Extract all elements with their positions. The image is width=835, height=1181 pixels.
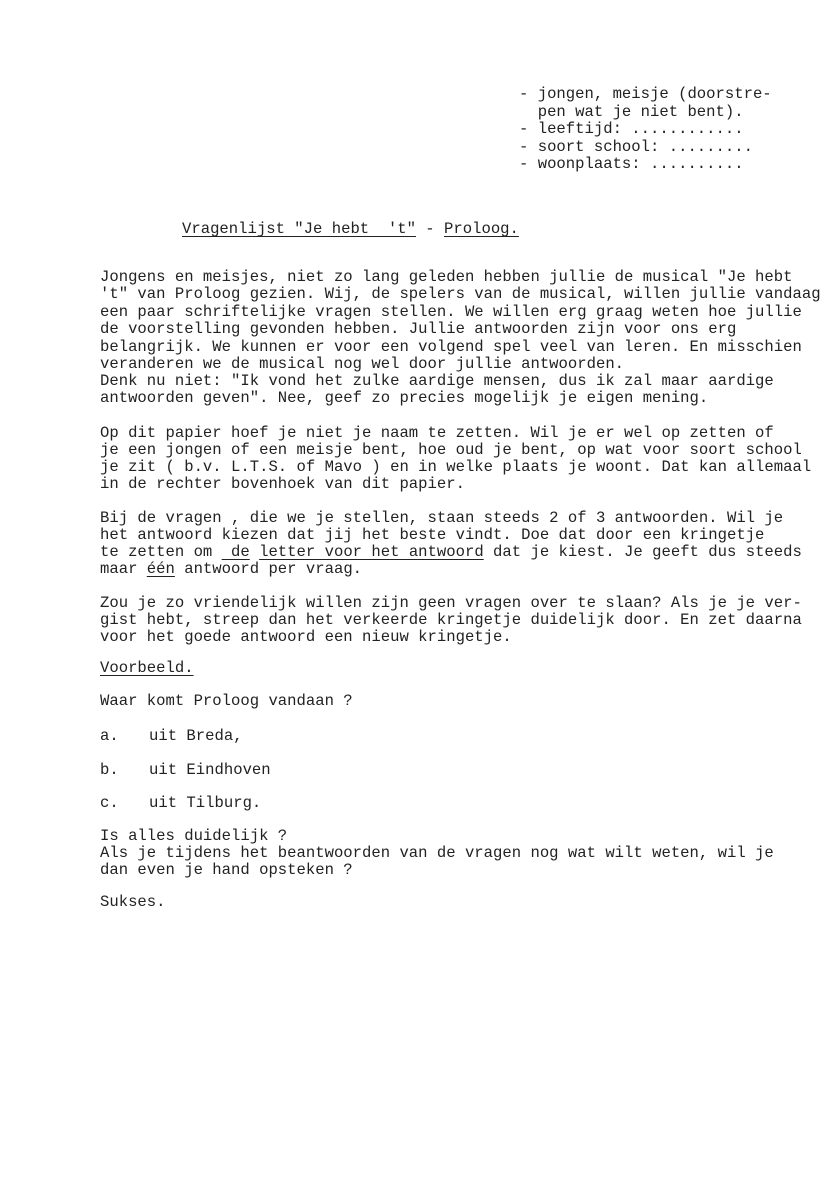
correction-line: gist hebt, streep dan het verkeerde kringetje duidelijk door. En zet daarna: [100, 611, 802, 629]
gender-field-line2: pen wat je niet bent).: [519, 103, 744, 121]
intro-line: Jongens en meisjes, niet zo lang geleden hebben jullie de musical "Je hebt: [100, 268, 793, 286]
correction-line: voor het goede antwoord een nieuw kringetje.: [100, 628, 512, 646]
title-separator: -: [415, 220, 445, 238]
instructions-emphasis: de: [221, 543, 250, 561]
instructions-text: dat je kiest. Je geeft dus steeds: [483, 543, 802, 561]
title-main: Vragenlijst "Je hebt 't": [182, 220, 416, 238]
sign-off: Sukses.: [100, 893, 166, 911]
example-question: Waar komt Proloog vandaan ?: [100, 692, 353, 710]
intro-line: belangrijk. We kunnen er voor een volgend spel veel van leren. En misschien: [100, 338, 802, 356]
option-letter: b.: [100, 761, 119, 779]
privacy-line: je zit ( b.v. L.T.S. of Mavo ) en in welke plaats je woont. Dat kan allemaal: [100, 458, 812, 476]
intro-line: antwoorden geven". Nee, geef zo precies mogelijk je eigen mening.: [100, 389, 709, 407]
instructions-emphasis: letter voor het antwoord: [259, 543, 484, 561]
gender-field-line1: - jongen, meisje (doorstre-: [519, 85, 772, 103]
residence-field: - woonplaats: ..........: [519, 155, 744, 173]
instructions-text: maar: [100, 560, 147, 578]
school-type-field: - soort school: .........: [519, 138, 753, 156]
intro-line: een paar schriftelijke vragen stellen. We willen erg graag weten hoe jullie: [100, 303, 802, 321]
instructions-text: [250, 543, 259, 561]
page-title: [182, 221, 519, 238]
intro-line: veranderen we de musical nog wel door jullie antwoorden.: [100, 355, 625, 373]
option-text: uit Eindhoven: [149, 761, 271, 779]
option-letter: a.: [100, 727, 119, 745]
intro-line: Denk nu niet: "Ik vond het zulke aardige mensen, dus ik zal maar aardige: [100, 372, 774, 390]
instructions-emphasis: één: [146, 560, 175, 578]
instructions-line: het antwoord kiezen dat jij het beste vindt. Doe dat door een kringetje: [100, 526, 765, 544]
instructions-line: [100, 561, 362, 578]
privacy-line: Op dit papier hoef je niet je naam te zetten. Wil je er wel op zetten of: [100, 424, 774, 442]
closing-line: Als je tijdens het beantwoorden van de vragen nog wat wilt weten, wil je: [100, 844, 774, 862]
age-field: - leeftijd: ............: [519, 120, 744, 138]
intro-line: 't" van Proloog gezien. Wij, de spelers van de musical, willen jullie vandaag: [100, 285, 821, 303]
instructions-text: te zetten om: [100, 543, 222, 561]
closing-line: Is alles duidelijk ?: [100, 827, 288, 845]
intro-line: de voorstelling gevonden hebben. Jullie antwoorden zijn voor ons erg: [100, 320, 737, 338]
instructions-text: antwoord per vraag.: [174, 560, 363, 578]
privacy-line: je een jongen of een meisje bent, hoe oud je bent, op wat voor soort school: [100, 441, 802, 459]
example-heading: Voorbeeld.: [100, 659, 194, 677]
privacy-line: in de rechter bovenhoek van dit papier.: [100, 475, 465, 493]
option-letter: c.: [100, 794, 119, 812]
instructions-line: [100, 544, 802, 561]
option-text: uit Tilburg.: [149, 794, 262, 812]
title-subtitle: Proloog.: [444, 220, 519, 238]
correction-line: Zou je zo vriendelijk willen zijn geen vragen over te slaan? Als je je ver-: [100, 594, 802, 612]
option-text: uit Breda,: [149, 727, 243, 745]
instructions-line: Bij de vragen , die we je stellen, staan steeds 2 of 3 antwoorden. Wil je: [100, 509, 784, 527]
closing-line: dan even je hand opsteken ?: [100, 861, 353, 879]
